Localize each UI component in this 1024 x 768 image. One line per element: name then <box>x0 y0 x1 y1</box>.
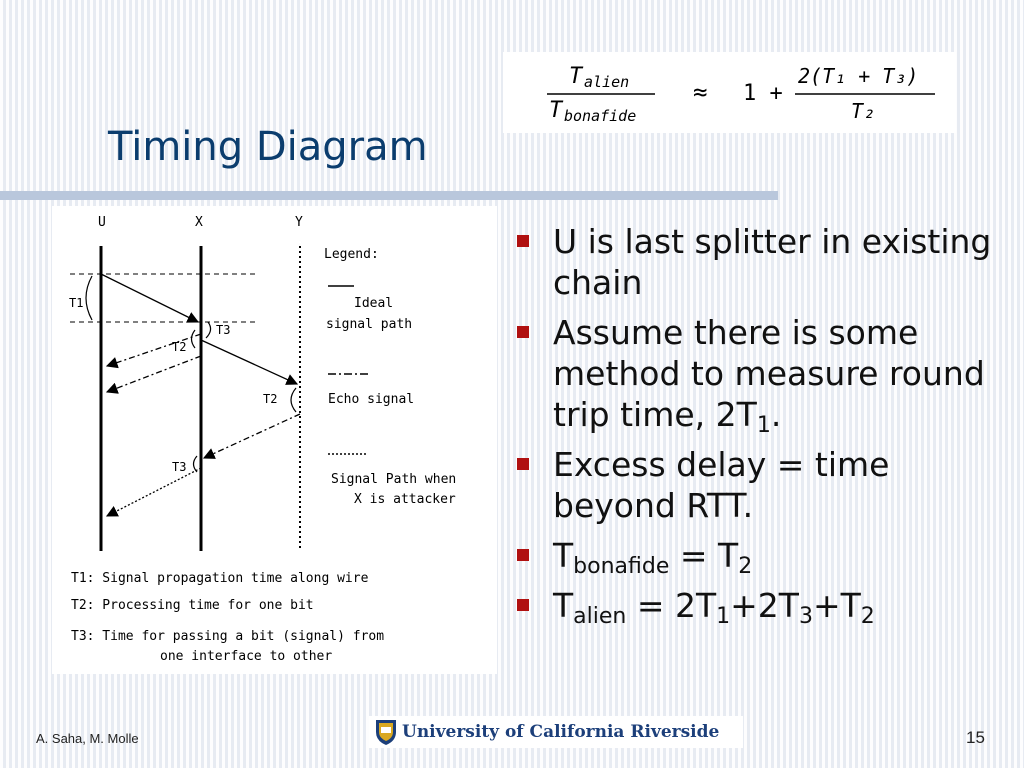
bullet-text: Excess delay = time beyond RTT. <box>553 445 890 525</box>
t2-right-bracket <box>291 388 296 412</box>
formula-one-plus: 1 + <box>743 81 783 106</box>
t2-left-bracket <box>192 330 196 348</box>
bullet-item <box>515 312 1015 438</box>
bullet-subscript: 3 <box>798 604 813 629</box>
signal-u-to-x <box>101 274 198 322</box>
bullet-list <box>515 221 1015 635</box>
logo-text: University of California Riverside <box>402 722 720 742</box>
legend-attack-line1: Signal Path when <box>331 472 457 487</box>
column-label-y: Y <box>295 215 303 230</box>
bullet-text: = 2T <box>626 586 717 625</box>
label-t2-right: T2 <box>263 392 278 406</box>
title-rule <box>0 191 778 200</box>
page-number: 15 <box>966 728 985 747</box>
bullet-item <box>515 444 1015 526</box>
legend-attack-line2: X is attacker <box>354 492 456 507</box>
bullet-item <box>515 221 1015 303</box>
echo-y-to-x <box>204 414 300 458</box>
formula-equation <box>503 52 956 133</box>
bullet-item <box>515 535 1015 579</box>
bullet-text: +2T <box>730 586 799 625</box>
bullet-text-tail: . <box>770 395 782 434</box>
formula-approx: ≈ <box>693 78 708 106</box>
formula-lhs-den-sub: bonafide <box>564 107 637 125</box>
bullet-subscript: 2 <box>738 554 753 579</box>
bullet-item <box>515 585 1015 629</box>
timing-diagram-svg <box>52 206 497 674</box>
formula-rhs-num: 2(T₁ + T₃) <box>798 64 919 88</box>
bullet-text: T <box>553 536 574 575</box>
attack-path-x-to-u <box>107 468 201 516</box>
formula-lhs-num-sub: alien <box>584 73 630 91</box>
legend-title: Legend: <box>324 247 379 262</box>
bullet-subscript: alien <box>573 604 627 629</box>
legend-ideal-line1: Ideal <box>354 296 394 311</box>
bullet-marker-icon <box>517 549 529 561</box>
definition-t3-line1: T3: Time for passing a bit (signal) from <box>71 629 385 644</box>
bullet-text: T <box>553 586 574 625</box>
column-label-u: U <box>98 215 106 230</box>
ucr-seal-icon <box>373 718 399 746</box>
formula-lhs-den-t: T <box>549 98 563 123</box>
bullet-subscript: 2 <box>860 604 875 629</box>
legend-echo-label: Echo signal <box>328 392 415 407</box>
footer-author: A. Saha, M. Molle <box>36 731 139 746</box>
slide-title: Timing Diagram <box>108 124 428 170</box>
formula-box <box>503 52 956 133</box>
definition-t2: T2: Processing time for one bit <box>71 598 314 613</box>
formula-lhs-num-t: T <box>569 64 583 89</box>
ucr-logo <box>369 716 743 748</box>
bullet-text: = T <box>669 536 739 575</box>
formula-rhs-den: T₂ <box>851 99 876 123</box>
timing-diagram <box>52 206 497 674</box>
bullet-subscript: 1 <box>756 413 771 438</box>
bullet-text: Assume there is some method to measure round trip time, 2T <box>553 313 985 434</box>
legend-ideal-line2: signal path <box>326 317 413 332</box>
label-t3-bottom: T3 <box>172 460 187 474</box>
bullet-marker-icon <box>517 458 529 470</box>
bullet-marker-icon <box>517 326 529 338</box>
label-t3-top: T3 <box>216 323 231 337</box>
bullet-subscript: bonafide <box>573 554 670 579</box>
definition-t1: T1: Signal propagation time along wire <box>71 571 369 586</box>
column-label-x: X <box>195 215 203 230</box>
label-t2-left: T2 <box>172 340 187 354</box>
definition-t3-line2: one interface to other <box>160 649 333 664</box>
t3-top-bracket <box>206 322 211 338</box>
t1-brace <box>86 276 92 320</box>
bullet-text: +T <box>812 586 861 625</box>
bullet-subscript: 1 <box>716 604 731 629</box>
signal-x-to-y <box>201 340 297 384</box>
bullet-marker-icon <box>517 235 529 247</box>
label-t1: T1 <box>69 296 84 310</box>
bullet-text: U is last splitter in existing chain <box>553 222 992 302</box>
bullet-marker-icon <box>517 599 529 611</box>
